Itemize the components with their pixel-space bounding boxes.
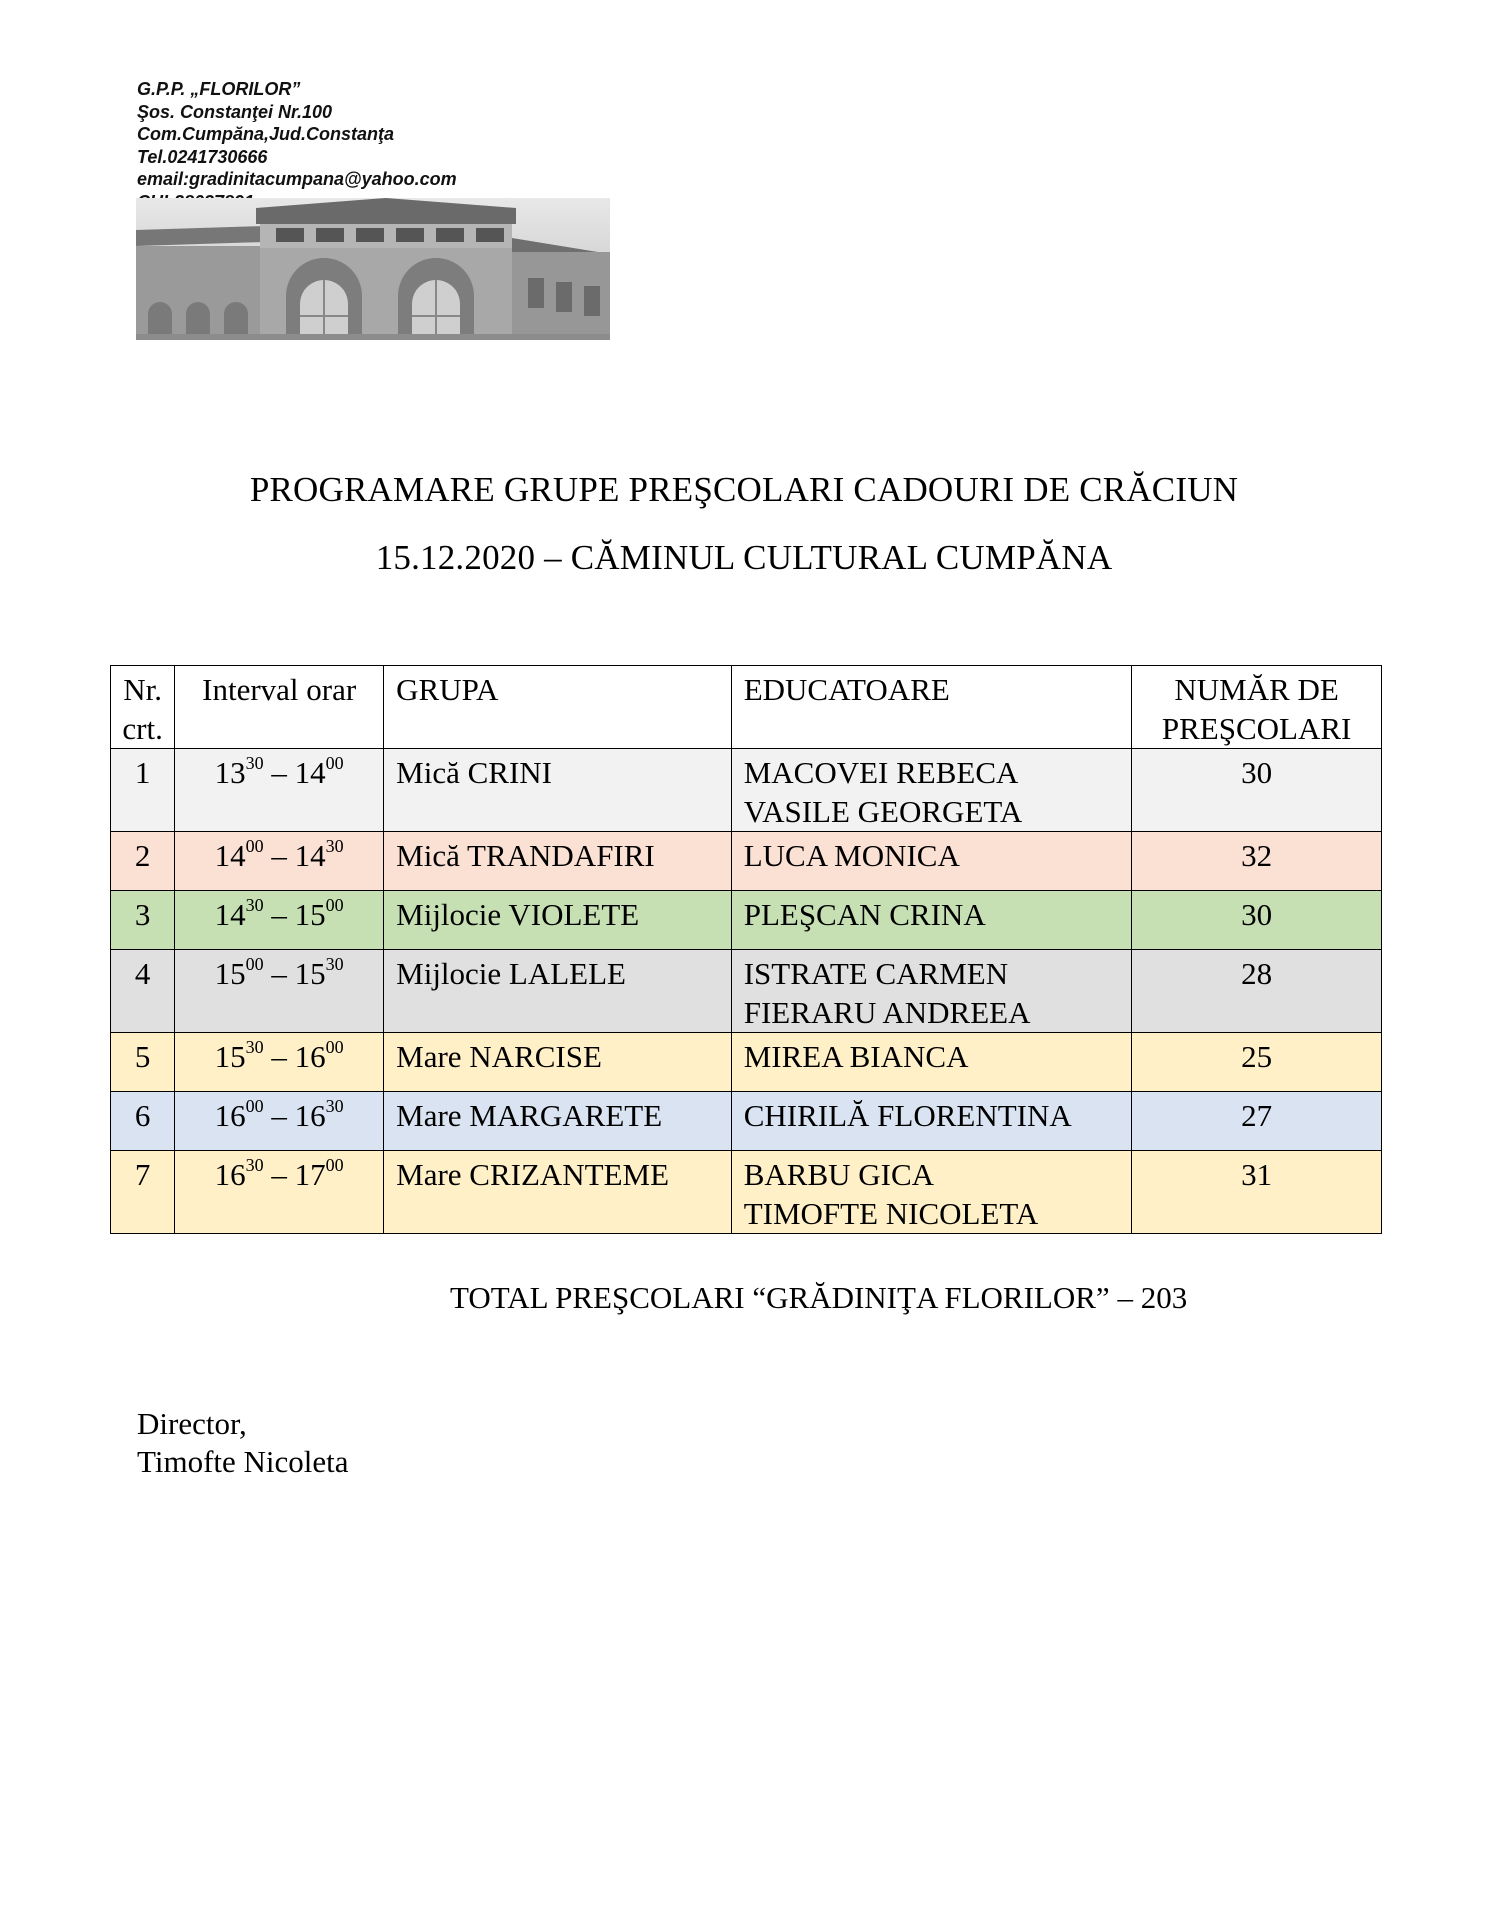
letterhead-line: G.P.P. „FLORILOR”	[137, 79, 301, 99]
row-numar: 28	[1132, 950, 1382, 1033]
row-numar: 32	[1132, 832, 1382, 891]
row-interval: $16^{30} - 17^{00}$	[175, 1151, 384, 1234]
row-educatoare: ISTRATE CARMEN FIERARU ANDREEA	[731, 950, 1132, 1033]
table-row	[111, 1033, 1382, 1092]
signature-name: Timofte Nicoleta	[137, 1444, 349, 1479]
row-numar: 25	[1132, 1033, 1382, 1092]
header-grupa: GRUPA	[384, 666, 732, 749]
header-interval: Interval orar	[175, 666, 384, 749]
row-educatoare: MIREA BIANCA	[731, 1033, 1132, 1092]
header-numar: NUMĂR DE PREŞCOLARI	[1132, 666, 1382, 749]
row-grupa: Mică CRINI	[384, 749, 732, 832]
row-nr: 1	[111, 749, 175, 832]
row-educatoare: MACOVEI REBECA VASILE GEORGETA	[731, 749, 1132, 832]
row-educatoare: PLEŞCAN CRINA	[731, 891, 1132, 950]
row-nr: 5	[111, 1033, 175, 1092]
document-title: PROGRAMARE GRUPE PREŞCOLARI CADOURI DE CRĂCIUN	[249, 470, 1239, 509]
row-numar: 31	[1132, 1151, 1382, 1234]
row-interval: $15^{00} - 15^{30}$	[175, 950, 384, 1033]
row-grupa: Mijlocie VIOLETE	[384, 891, 732, 950]
table-header-row	[111, 666, 1382, 749]
kindergarten-building-photo	[136, 198, 610, 340]
row-nr: 6	[111, 1092, 175, 1151]
schedule-table	[110, 665, 1382, 1234]
document-subtitle: 15.12.2020 – CĂMINUL CULTURAL CUMPĂNA	[375, 538, 1113, 577]
total-text: TOTAL PREŞCOLARI “GRĂDINIŢA FLORILOR” – 203	[450, 1280, 1188, 1315]
letterhead-line: Com.Cumpăna,Jud.Constanţa	[137, 124, 395, 144]
header-educatoare: EDUCATOARE	[731, 666, 1132, 749]
row-educatoare: LUCA MONICA	[731, 832, 1132, 891]
row-grupa: Mică TRANDAFIRI	[384, 832, 732, 891]
table-row	[111, 950, 1382, 1033]
table-row	[111, 749, 1382, 832]
row-educatoare: CHIRILĂ FLORENTINA	[731, 1092, 1132, 1151]
row-numar: 30	[1132, 891, 1382, 950]
row-nr: 4	[111, 950, 175, 1033]
row-grupa: Mare CRIZANTEME	[384, 1151, 732, 1234]
row-interval: $14^{30} - 15^{00}$	[175, 891, 384, 950]
row-interval: $14^{00} - 14^{30}$	[175, 832, 384, 891]
table-row	[111, 832, 1382, 891]
row-educatoare: BARBU GICA TIMOFTE NICOLETA	[731, 1151, 1132, 1234]
table-row	[111, 1151, 1382, 1234]
table-row	[111, 891, 1382, 950]
letterhead-line: email:gradinitacumpana@yahoo.com	[137, 169, 457, 189]
row-interval: $15^{30} - 16^{00}$	[175, 1033, 384, 1092]
letterhead-line: Tel.0241730666	[137, 146, 268, 167]
row-grupa: Mare MARGARETE	[384, 1092, 732, 1151]
row-grupa: Mare NARCISE	[384, 1033, 732, 1092]
row-nr: 7	[111, 1151, 175, 1234]
row-grupa: Mijlocie LALELE	[384, 950, 732, 1033]
table-row	[111, 1092, 1382, 1151]
row-nr: 2	[111, 832, 175, 891]
row-numar: 30	[1132, 749, 1382, 832]
letterhead-line: Şos. Constanţei Nr.100	[137, 101, 333, 122]
signature-role: Director,	[137, 1406, 247, 1441]
header-nr: Nr. crt.	[111, 666, 175, 749]
row-interval: $16^{00} - 16^{30}$	[175, 1092, 384, 1151]
row-numar: 27	[1132, 1092, 1382, 1151]
row-nr: 3	[111, 891, 175, 950]
row-interval: $13^{30} - 14^{00}$	[175, 749, 384, 832]
letterhead	[137, 78, 609, 213]
